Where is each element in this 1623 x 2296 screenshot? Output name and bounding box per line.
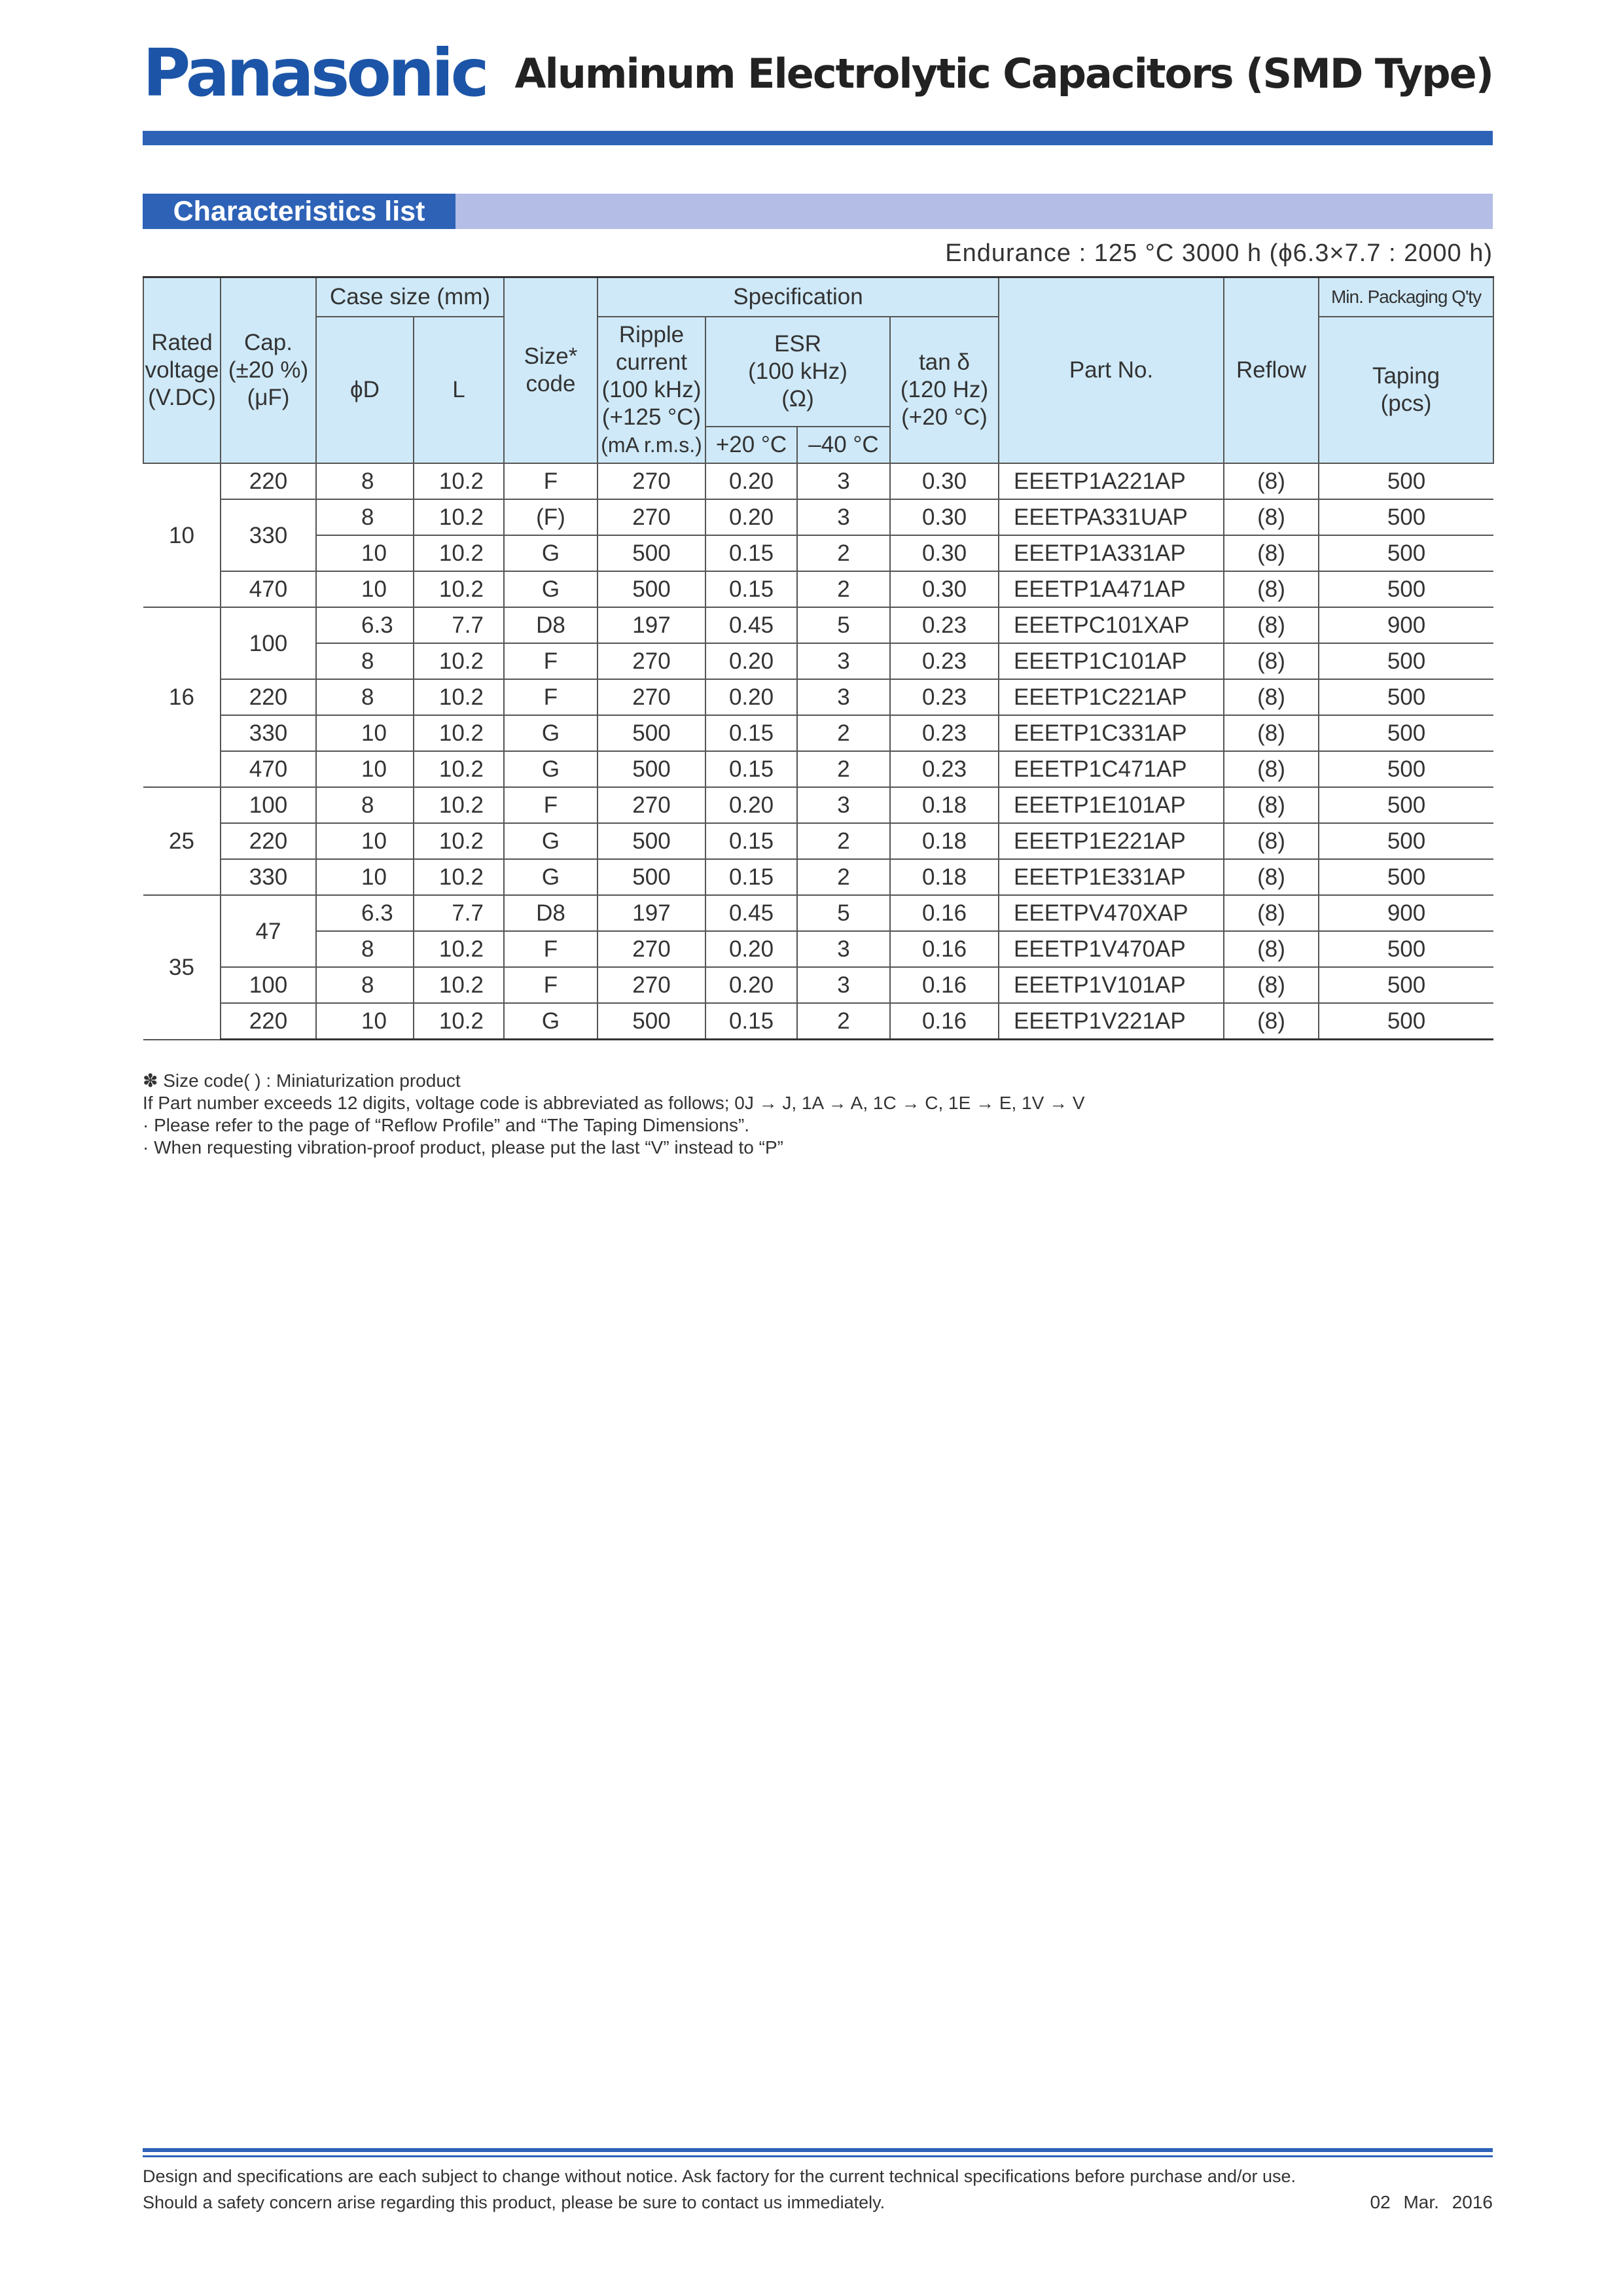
table-row	[143, 967, 1493, 1003]
cap-cell: 330	[221, 499, 316, 571]
footer-divider-thin	[143, 2155, 1493, 2157]
size-code-cell: F	[504, 967, 597, 1003]
phi-d-cell: 10	[316, 859, 414, 895]
header-divider	[143, 131, 1493, 145]
table-body	[143, 463, 1493, 1040]
ripple-cell: 270	[597, 463, 705, 499]
esr-20-cell: 0.15	[705, 751, 797, 787]
phi-d-cell: 10	[316, 823, 414, 859]
note-reflow-profile: · Please refer to the page of “Reflow Profile” and “The Taping Dimensions”.	[143, 1115, 750, 1135]
esr-20-cell: 0.45	[705, 607, 797, 643]
size-code-cell: G	[504, 823, 597, 859]
ripple-cell: 270	[597, 931, 705, 967]
taping-cell: 500	[1319, 967, 1493, 1003]
length-cell: 10.2	[414, 571, 504, 607]
size-code-cell: G	[504, 859, 597, 895]
phi-d-cell: 10	[316, 751, 414, 787]
part-no-cell: EEETP1V101AP	[999, 967, 1224, 1003]
ripple-cell: 500	[597, 751, 705, 787]
reflow-cell: (8)	[1224, 607, 1319, 643]
esr-20-cell: 0.20	[705, 787, 797, 823]
esr-m40-cell: 3	[797, 643, 890, 679]
ripple-cell: 270	[597, 499, 705, 535]
length-cell: 7.7	[414, 607, 504, 643]
table-row	[143, 823, 1493, 859]
phi-d-cell: 8	[316, 967, 414, 1003]
header-phi-d: ϕD	[316, 317, 414, 463]
part-no-cell: EEETP1E331AP	[999, 859, 1224, 895]
table-row	[143, 751, 1493, 787]
size-code-cell: D8	[504, 895, 597, 931]
length-cell: 10.2	[414, 643, 504, 679]
header-min-packaging: Min. Packaging Q'ty	[1319, 277, 1493, 317]
size-code-cell: G	[504, 1003, 597, 1040]
size-code-cell: G	[504, 751, 597, 787]
part-no-cell: EEETP1E101AP	[999, 787, 1224, 823]
size-code-cell: F	[504, 931, 597, 967]
esr-m40-cell: 2	[797, 1003, 890, 1040]
header-part-no: Part No.	[999, 277, 1224, 464]
length-cell: 10.2	[414, 463, 504, 499]
esr-20-cell: 0.20	[705, 463, 797, 499]
part-no-cell: EEETPA331UAP	[999, 499, 1224, 535]
section-title: Characteristics list	[143, 194, 455, 229]
length-cell: 10.2	[414, 679, 504, 715]
table-row	[143, 643, 1493, 679]
cap-cell: 220	[221, 679, 316, 715]
taping-cell: 900	[1319, 895, 1493, 931]
esr-m40-cell: 3	[797, 787, 890, 823]
cap-cell: 220	[221, 823, 316, 859]
footer-line-1: Design and specifications are each subject to change without notice. Ask factory for the current technical specifications before purchase and/or use.	[143, 2166, 1296, 2186]
tan-cell: 0.23	[890, 751, 999, 787]
reflow-cell: (8)	[1224, 535, 1319, 571]
tan-cell: 0.23	[890, 679, 999, 715]
note-size-code: ✽ Size code( ) : Miniaturization product	[143, 1070, 461, 1091]
part-no-cell: EEETP1C221AP	[999, 679, 1224, 715]
part-no-cell: EEETP1V221AP	[999, 1003, 1224, 1040]
reflow-cell: (8)	[1224, 751, 1319, 787]
reflow-cell: (8)	[1224, 931, 1319, 967]
phi-d-cell: 10	[316, 535, 414, 571]
ripple-cell: 197	[597, 895, 705, 931]
header-reflow: Reflow	[1224, 277, 1319, 464]
cap-cell: 330	[221, 859, 316, 895]
ripple-cell: 500	[597, 715, 705, 751]
ripple-cell: 270	[597, 643, 705, 679]
esr-20-cell: 0.15	[705, 1003, 797, 1040]
header-length: L	[414, 317, 504, 463]
part-no-cell: EEETP1C471AP	[999, 751, 1224, 787]
reflow-cell: (8)	[1224, 787, 1319, 823]
length-cell: 10.2	[414, 499, 504, 535]
tan-cell: 0.18	[890, 859, 999, 895]
cap-cell: 470	[221, 571, 316, 607]
tan-cell: 0.16	[890, 1003, 999, 1040]
taping-cell: 500	[1319, 535, 1493, 571]
size-code-cell: G	[504, 535, 597, 571]
length-cell: 10.2	[414, 715, 504, 751]
part-no-cell: EEETP1C331AP	[999, 715, 1224, 751]
revision-date: Mar. 2016	[1403, 2192, 1493, 2212]
ripple-cell: 500	[597, 1003, 705, 1040]
taping-cell: 500	[1319, 859, 1493, 895]
reflow-cell: (8)	[1224, 571, 1319, 607]
phi-d-cell: 8	[316, 463, 414, 499]
panasonic-logo: Panasonic	[143, 35, 486, 111]
voltage-cell: 10	[143, 463, 221, 607]
esr-m40-cell: 2	[797, 715, 890, 751]
phi-d-cell: 6.3	[316, 895, 414, 931]
footer-divider	[143, 2148, 1493, 2152]
taping-cell: 500	[1319, 931, 1493, 967]
table-row	[143, 607, 1493, 643]
length-cell: 10.2	[414, 967, 504, 1003]
taping-cell: 500	[1319, 571, 1493, 607]
reflow-cell: (8)	[1224, 1003, 1319, 1040]
cap-cell: 330	[221, 715, 316, 751]
header-specification: Specification	[597, 277, 999, 317]
cap-cell: 470	[221, 751, 316, 787]
tan-cell: 0.16	[890, 895, 999, 931]
esr-m40-cell: 2	[797, 751, 890, 787]
ripple-cell: 500	[597, 859, 705, 895]
esr-20-cell: 0.15	[705, 823, 797, 859]
esr-m40-cell: 3	[797, 931, 890, 967]
cap-cell: 100	[221, 787, 316, 823]
cap-cell: 100	[221, 607, 316, 679]
taping-cell: 500	[1319, 787, 1493, 823]
ripple-cell: 500	[597, 571, 705, 607]
ripple-cell: 197	[597, 607, 705, 643]
footer-line-2: Should a safety concern arise regarding this product, please be sure to contact us immediately.	[143, 2193, 885, 2212]
phi-d-cell: 8	[316, 931, 414, 967]
header-size-code: Size* code	[504, 277, 597, 464]
table-row	[143, 499, 1493, 535]
taping-cell: 500	[1319, 823, 1493, 859]
taping-cell: 500	[1319, 715, 1493, 751]
esr-m40-cell: 3	[797, 679, 890, 715]
size-code-cell: F	[504, 787, 597, 823]
phi-d-cell: 8	[316, 643, 414, 679]
esr-m40-cell: 2	[797, 823, 890, 859]
tan-cell: 0.30	[890, 535, 999, 571]
table-row	[143, 679, 1493, 715]
part-no-cell: EEETP1E221AP	[999, 823, 1224, 859]
part-no-cell: EEETPC101XAP	[999, 607, 1224, 643]
tan-cell: 0.18	[890, 823, 999, 859]
esr-m40-cell: 2	[797, 859, 890, 895]
esr-20-cell: 0.15	[705, 571, 797, 607]
header-case-size: Case size (mm)	[316, 277, 504, 317]
tan-cell: 0.23	[890, 715, 999, 751]
taping-cell: 500	[1319, 751, 1493, 787]
footer-disclaimer	[143, 2163, 1296, 2216]
part-no-cell: EEETP1C101AP	[999, 643, 1224, 679]
table-row	[143, 1003, 1493, 1040]
header-taping: Taping (pcs)	[1319, 317, 1493, 463]
phi-d-cell: 8	[316, 499, 414, 535]
tan-cell: 0.23	[890, 643, 999, 679]
reflow-cell: (8)	[1224, 715, 1319, 751]
phi-d-cell: 8	[316, 679, 414, 715]
reflow-cell: (8)	[1224, 895, 1319, 931]
voltage-cell: 16	[143, 607, 221, 787]
reflow-cell: (8)	[1224, 643, 1319, 679]
endurance-note: Endurance : 125 °C 3000 h (ϕ6.3×7.7 : 2000 h)	[945, 239, 1493, 267]
esr-20-cell: 0.15	[705, 715, 797, 751]
length-cell: 10.2	[414, 751, 504, 787]
esr-20-cell: 0.20	[705, 643, 797, 679]
document-title: Aluminum Electrolytic Capacitors (SMD Type)	[514, 50, 1493, 97]
cap-cell: 47	[221, 895, 316, 967]
note-voltage-code: If Part number exceeds 12 digits, voltage code is abbreviated as follows; 0J → J, 1A → A, 1C → C, 1E → E, 1V → V	[143, 1093, 1085, 1113]
phi-d-cell: 6.3	[316, 607, 414, 643]
header-esr: ESR (100 kHz) (Ω)	[705, 317, 890, 427]
esr-20-cell: 0.15	[705, 859, 797, 895]
table-row	[143, 571, 1493, 607]
esr-20-cell: 0.45	[705, 895, 797, 931]
taping-cell: 500	[1319, 463, 1493, 499]
section-bar	[143, 194, 1493, 229]
part-no-cell: EEETP1V470AP	[999, 931, 1224, 967]
cap-cell: 220	[221, 463, 316, 499]
phi-d-cell: 10	[316, 715, 414, 751]
header-esr-20c: +20 °C	[705, 427, 797, 463]
characteristics-table	[143, 276, 1494, 1040]
esr-m40-cell: 2	[797, 535, 890, 571]
header-rated-voltage: Rated voltage (V.DC)	[143, 277, 221, 464]
phi-d-cell: 10	[316, 1003, 414, 1040]
length-cell: 10.2	[414, 787, 504, 823]
page-number: 02	[1370, 2192, 1391, 2212]
size-code-cell: D8	[504, 607, 597, 643]
table-header	[143, 277, 1493, 464]
voltage-cell: 35	[143, 895, 221, 1040]
part-no-cell: EEETP1A221AP	[999, 463, 1224, 499]
length-cell: 10.2	[414, 859, 504, 895]
header-tan-delta: tan δ (120 Hz) (+20 °C)	[890, 317, 999, 463]
tan-cell: 0.16	[890, 967, 999, 1003]
tan-cell: 0.18	[890, 787, 999, 823]
tan-cell: 0.30	[890, 571, 999, 607]
header-esr-minus40c: –40 °C	[797, 427, 890, 463]
esr-m40-cell: 3	[797, 463, 890, 499]
table-row	[143, 859, 1493, 895]
cap-cell: 100	[221, 967, 316, 1003]
note-vibration-proof: · When requesting vibration-proof product, please put the last “V” instead to “P”	[143, 1137, 783, 1157]
esr-m40-cell: 2	[797, 571, 890, 607]
esr-20-cell: 0.20	[705, 679, 797, 715]
size-code-cell: G	[504, 715, 597, 751]
reflow-cell: (8)	[1224, 823, 1319, 859]
header-ripple-current: Ripple current (100 kHz) (+125 °C) (mA r.m.s.)	[597, 317, 705, 463]
esr-20-cell: 0.20	[705, 931, 797, 967]
size-code-cell: F	[504, 463, 597, 499]
size-code-cell: F	[504, 679, 597, 715]
esr-m40-cell: 3	[797, 499, 890, 535]
tan-cell: 0.30	[890, 499, 999, 535]
length-cell: 10.2	[414, 931, 504, 967]
esr-m40-cell: 3	[797, 967, 890, 1003]
esr-20-cell: 0.20	[705, 967, 797, 1003]
ripple-cell: 500	[597, 535, 705, 571]
taping-cell: 500	[1319, 1003, 1493, 1040]
size-code-cell: (F)	[504, 499, 597, 535]
ripple-cell: 270	[597, 787, 705, 823]
reflow-cell: (8)	[1224, 463, 1319, 499]
reflow-cell: (8)	[1224, 859, 1319, 895]
ripple-cell: 270	[597, 679, 705, 715]
size-code-cell: G	[504, 571, 597, 607]
phi-d-cell: 10	[316, 571, 414, 607]
reflow-cell: (8)	[1224, 967, 1319, 1003]
table-notes	[143, 1070, 1085, 1159]
ripple-cell: 270	[597, 967, 705, 1003]
table-row	[143, 895, 1493, 931]
footer-page-info	[1370, 2189, 1493, 2216]
table-row	[143, 931, 1493, 967]
reflow-cell: (8)	[1224, 679, 1319, 715]
taping-cell: 500	[1319, 643, 1493, 679]
reflow-cell: (8)	[1224, 499, 1319, 535]
esr-m40-cell: 5	[797, 607, 890, 643]
table-row	[143, 463, 1493, 499]
header-capacitance: Cap. (±20 %) (μF)	[221, 277, 316, 464]
tan-cell: 0.16	[890, 931, 999, 967]
length-cell: 10.2	[414, 823, 504, 859]
size-code-cell: F	[504, 643, 597, 679]
tan-cell: 0.30	[890, 463, 999, 499]
ripple-cell: 500	[597, 823, 705, 859]
esr-20-cell: 0.20	[705, 499, 797, 535]
voltage-cell: 25	[143, 787, 221, 895]
tan-cell: 0.23	[890, 607, 999, 643]
esr-m40-cell: 5	[797, 895, 890, 931]
part-no-cell: EEETP1A331AP	[999, 535, 1224, 571]
table-row	[143, 535, 1493, 571]
part-no-cell: EEETPV470XAP	[999, 895, 1224, 931]
esr-20-cell: 0.15	[705, 535, 797, 571]
taping-cell: 500	[1319, 679, 1493, 715]
taping-cell: 500	[1319, 499, 1493, 535]
part-no-cell: EEETP1A471AP	[999, 571, 1224, 607]
length-cell: 7.7	[414, 895, 504, 931]
length-cell: 10.2	[414, 1003, 504, 1040]
length-cell: 10.2	[414, 535, 504, 571]
cap-cell: 220	[221, 1003, 316, 1040]
phi-d-cell: 8	[316, 787, 414, 823]
table-row	[143, 787, 1493, 823]
taping-cell: 900	[1319, 607, 1493, 643]
table-row	[143, 715, 1493, 751]
